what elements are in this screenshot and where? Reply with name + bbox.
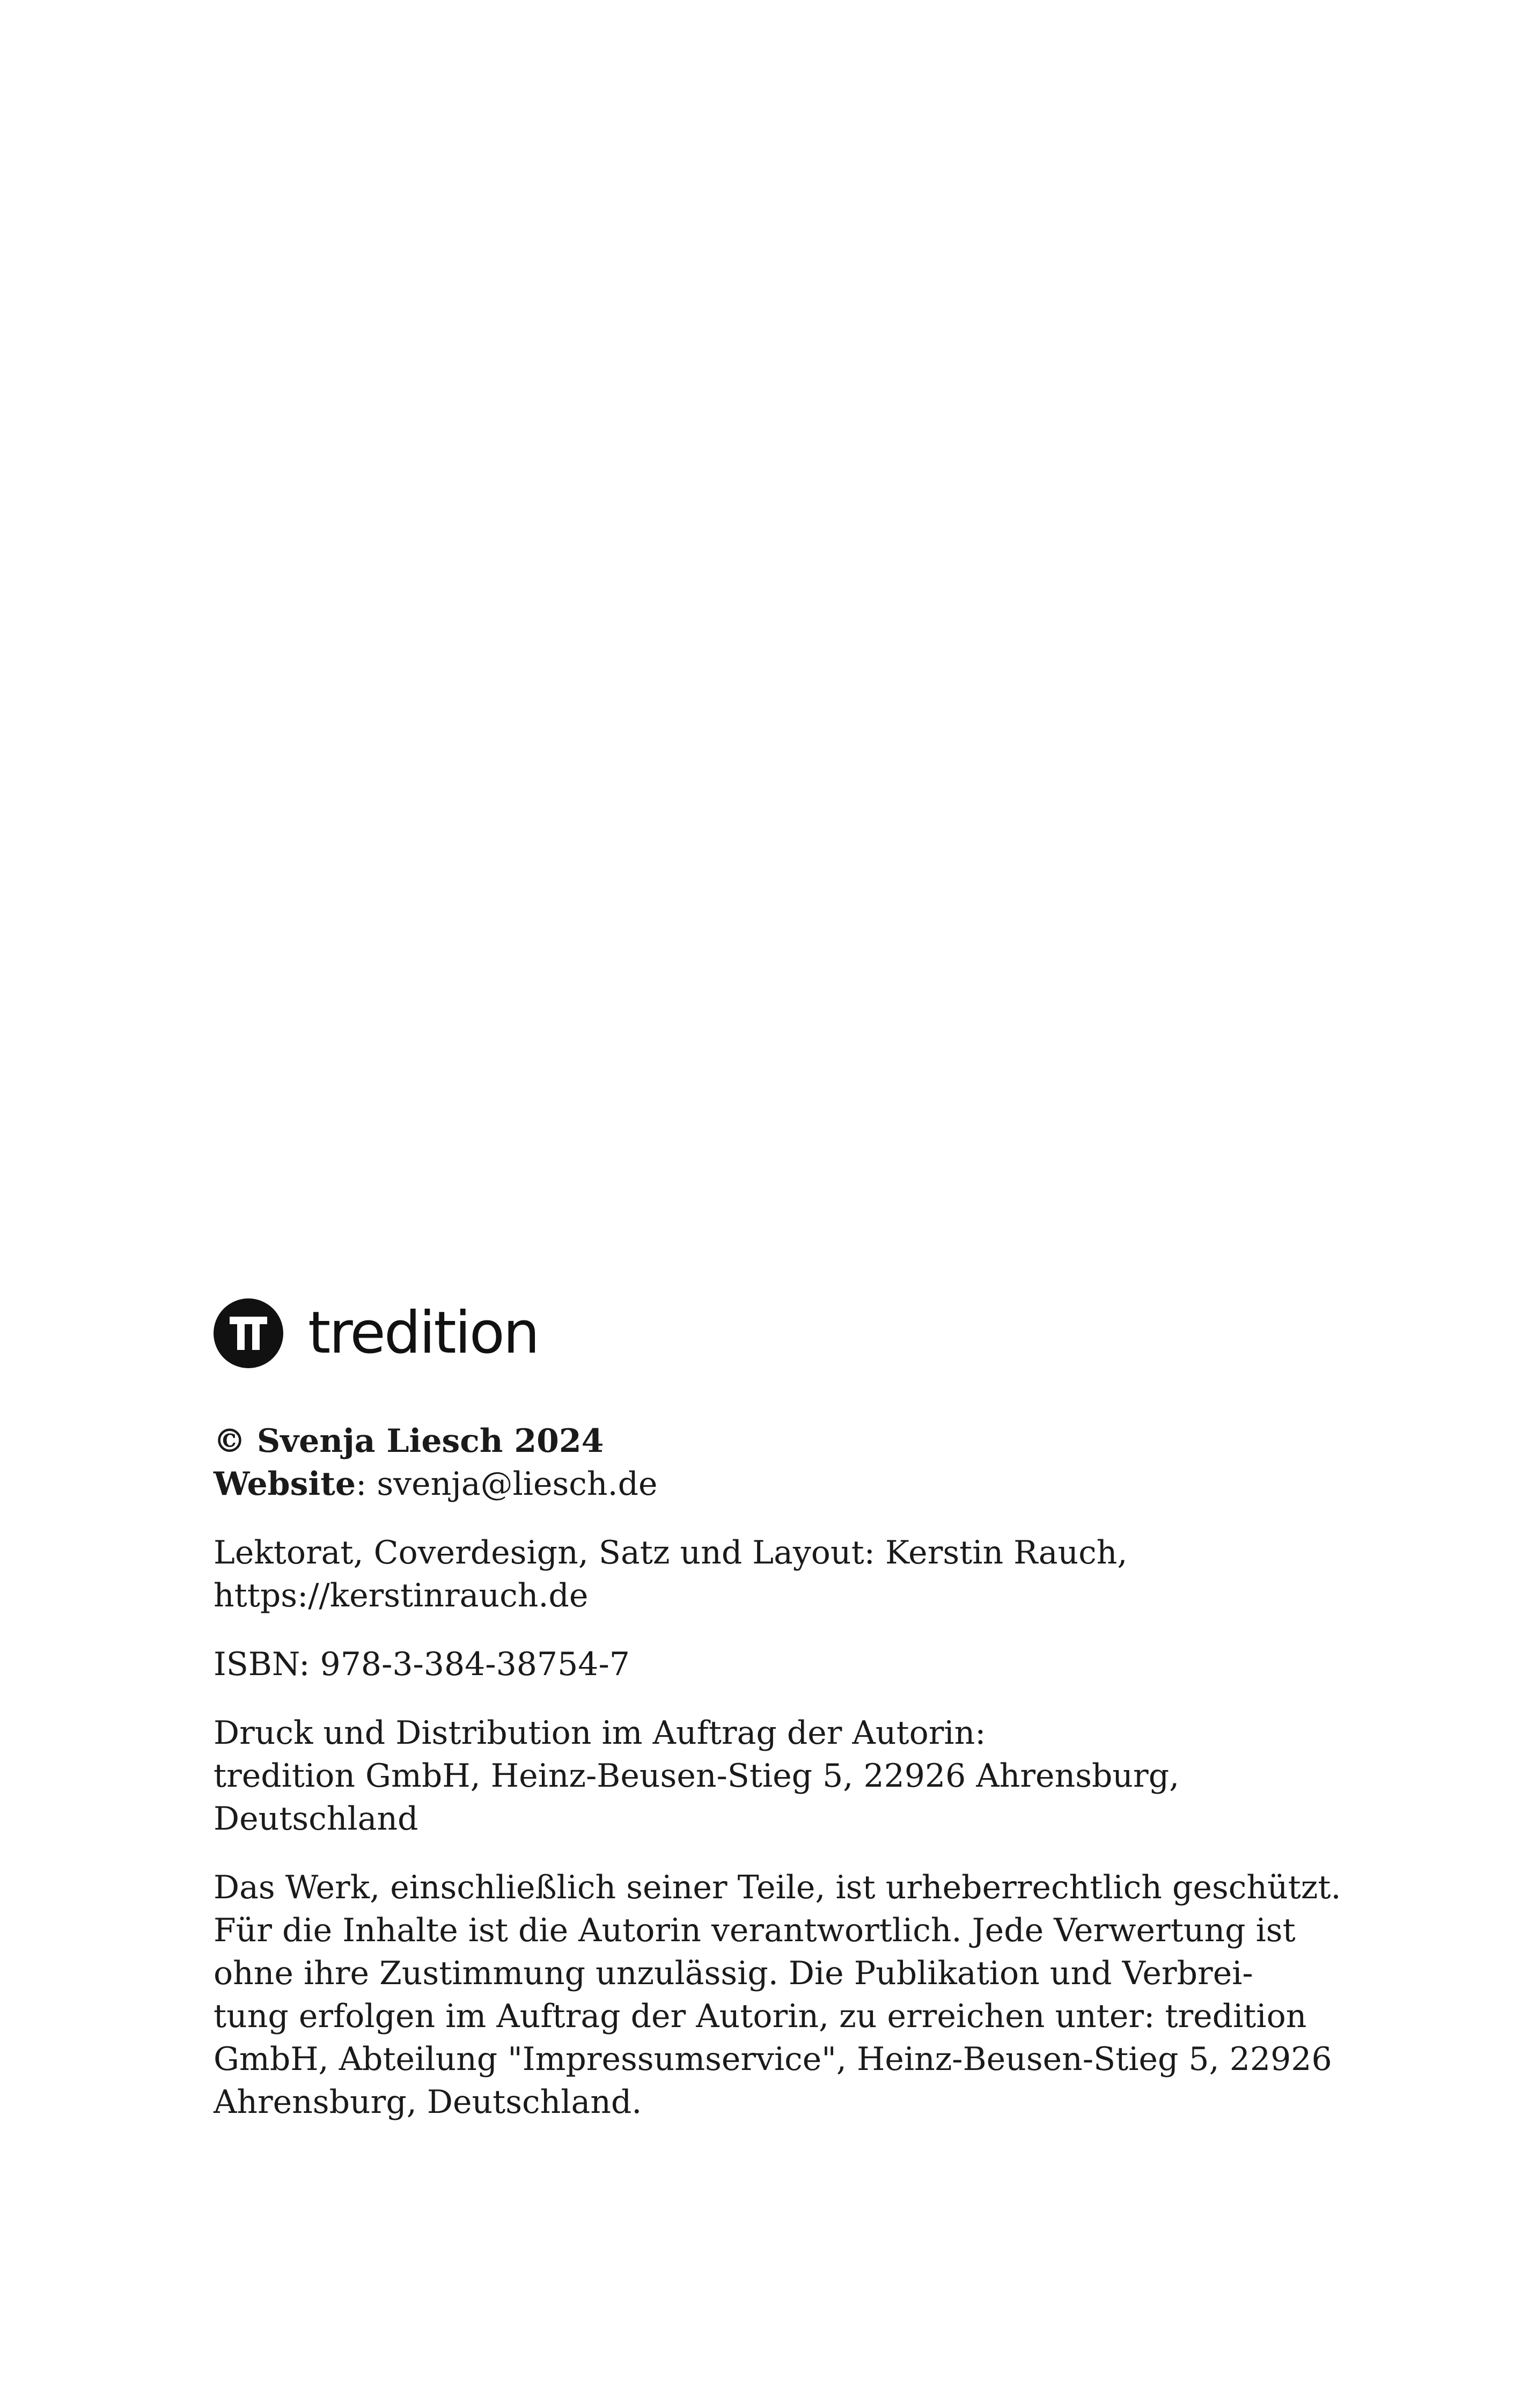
imprint-block: [214, 1298, 1341, 2124]
legal-line: ohne ihre Zustimmung unzulässig. Die Publikation und Verbrei-: [214, 1955, 1253, 1992]
website-line: [214, 1463, 1308, 1506]
credits-block: [214, 1531, 1308, 1617]
credits-line-2: https://kerstinrauch.de: [214, 1577, 589, 1614]
logo-wordmark: tredition: [308, 1300, 539, 1367]
distribution-line-2: tredition GmbH, Heinz-Beusen-Stieg 5, 22926 Ahrensburg,: [214, 1757, 1180, 1795]
website-label: Website: [214, 1465, 356, 1503]
legal-line: tung erfolgen im Auftrag der Autorin, zu erreichen unter: tredition: [214, 1998, 1307, 2035]
isbn-block: [214, 1643, 1308, 1686]
credits-line-1: Lektorat, Coverdesign, Satz und Layout: Kerstin Rauch,: [214, 1534, 1128, 1572]
copyright-block: [214, 1420, 1308, 1506]
tredition-logo-icon: [214, 1298, 283, 1368]
isbn-line: ISBN: 978-3-384-38754-7: [214, 1646, 630, 1683]
legal-line: Ahrensburg, Deutschland.: [214, 2083, 642, 2121]
distribution-block: [214, 1712, 1308, 1840]
distribution-line-3: Deutschland: [214, 1800, 418, 1838]
legal-line: Für die Inhalte ist die Autorin verantwortlich. Jede Verwertung ist: [214, 1912, 1296, 1949]
legal-line: GmbH, Abteilung "Impressumservice", Heinz-Beusen-Stieg 5, 22926: [214, 2040, 1332, 2078]
distribution-line-1: Druck und Distribution im Auftrag der Autorin:: [214, 1714, 986, 1752]
copyright-line: © Svenja Liesch 2024: [214, 1422, 604, 1460]
legal-line: Das Werk, einschließlich seiner Teile, ist urheberrechtlich geschützt.: [214, 1869, 1341, 1906]
publisher-logo: [214, 1298, 1308, 1368]
website-separator: :: [356, 1465, 377, 1503]
legal-notice-block: [214, 1866, 1341, 2124]
website-value: svenja@liesch.de: [377, 1465, 658, 1503]
